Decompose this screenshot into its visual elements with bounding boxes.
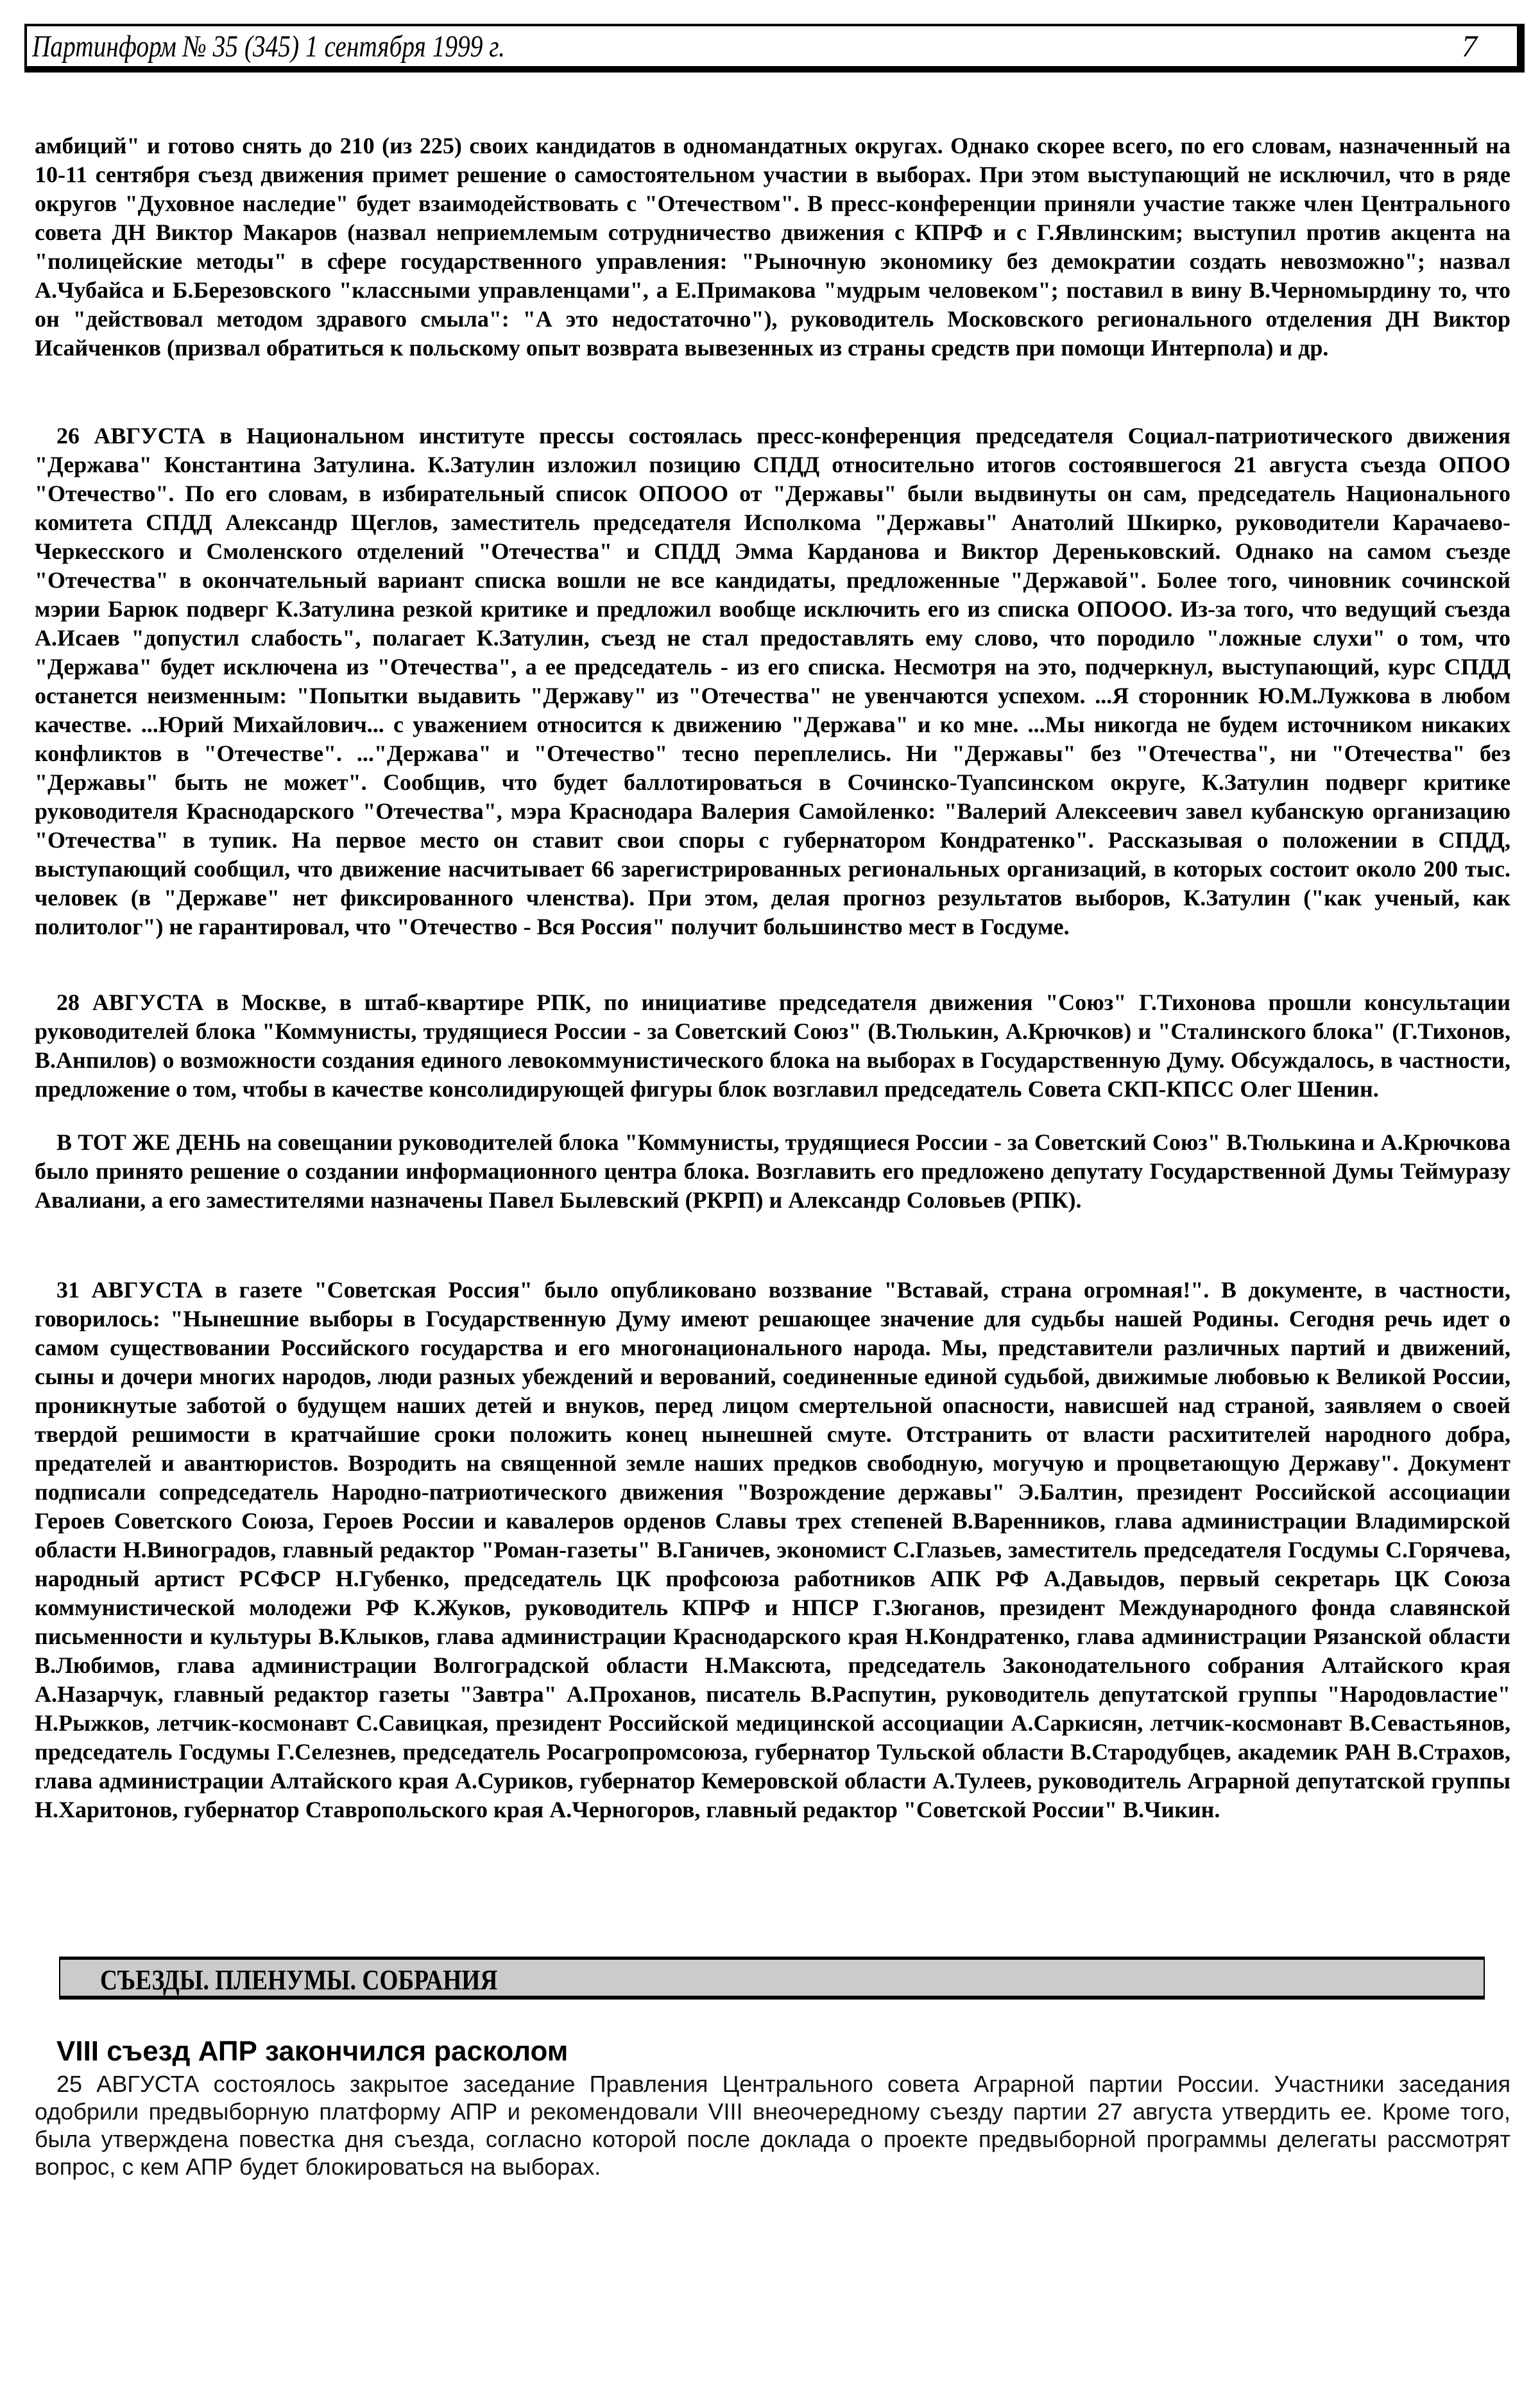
article-headline: VIII съезд АПР закончился расколом <box>56 2035 569 2067</box>
publication-title: Партинформ № 35 (345) 1 сентября 1999 г. <box>32 30 505 64</box>
section-banner <box>59 1957 1485 2000</box>
paragraph-continuation: амбиций" и готово снять до 210 (из 225) своих кандидатов в одномандатных округах. Однако скорее всего, по его словам, назначенный на 10-11 сентября съезд движения примет решение о самостоятельном участии в выборах. При этом выступающий не исключил, что в ряде округов "Духовное наследие" будет взаимодействовать с "Отечеством". В пресс-конференции приняли участие также член Центрального совета ДН Виктор Макаров (назвал неприемлемым сотрудничество движения с КПРФ и с Г.Явлинским; выступил против акцента на "полицейские методы" в сфере государственного управления: "Рыночную экономику без демократии создать невозможно"; назвал А.Чубайса и Б.Березовского "классными управленцами", а Е.Примакова "мудрым человеком"; поставил в вину В.Черномырдину то, что он "действовал методом здравого смыла": "А это недостаточно"), руководитель Московского регионального отделения ДН Виктор Исайченков (призвал обратиться к польскому опыт возврата вывезенных из страны средств при помощи Интерпола) и др. <box>35 133 1510 361</box>
paragraph-aug-26: 26 АВГУСТА в Национальном институте прессы состоялась пресс-конференция председателя Социал-патриотического движения "Держава" Константина Затулина. К.Затулин изложил позицию СПДД относительно итогов состоявшегося 21 августа съезда ОПОО "Отечество". По его словам, в избирательный список ОПООО от "Державы" были выдвинуты он сам, председатель Национального комитета СПДД Александр Щеглов, заместитель председателя Исполкома "Державы" Анатолий Шкирко, руководители Карачаево-Черкесского и Смоленского отделений "Отечества" и СПДД Эмма Карданова и Виктор Дереньковский. Однако на самом съезде "Отечества" в окончательный вариант списка вошли не все кандидаты, предложенные "Державой". Более того, чиновник сочинской мэрии Барюк подверг К.Затулина резкой критике и предложил вообще исключить его из списка ОПООО. Из-за того, что ведущий съезда А.Исаев "допустил слабость", полагает К.Затулин, съезд не стал предоставлять ему слово, что породило "ложные слухи" о том, что "Держава" будет исключена из "Отечества", а ее председатель - из его списка. Несмотря на это, подчеркнул, выступающий, курс СПДД останется неизменным: "Попытки выдавить "Державу" из "Отечества" не увенчаются успехом. ...Я сторонник Ю.М.Лужкова в любом качестве. ...Юрий Михайлович... с уважением относится к движению "Держава" и ко мне. ...Мы никогда не будем источником никаких конфликтов в "Отечестве". ..."Держава" и "Отечество" тесно переплелись. Ни "Державы" без "Отечества", ни "Отечества" без "Державы" быть не может". Сообщив, что будет баллотироваться в Сочинско-Туапсинском округе, К.Затулин подверг критике руководителя Краснодарского "Отечества", мэра Краснодара Валерия Самойленко: "Валерий Алексеевич завел кубанскую организацию "Отечества" в тупик. На первое место он ставит свои споры с губернатором Кондратенко". Рассказывая о положении в СПДД, выступающий сообщил, что движение насчитывает 66 зарегистрированных региональных организаций, в которых состоит около 200 тыс. человек (в "Державе" нет фиксированного членства). При этом, делая прогноз результатов выборов, К.Затулин ("как ученый, как политолог") не гарантировал, что "Отечество - Вся Россия" получит большинство мест в Госдуме. <box>35 423 1510 939</box>
page-number: 7 <box>1462 30 1477 64</box>
paragraph-aug-28: 28 АВГУСТА в Москве, в штаб-квартире РПК, по инициативе председателя движения "Союз" Г.Тихонова прошли консультации руководителей блока "Коммунисты, трудящиеся России - за Советский Союз" (В.Тюлькин, А.Крючков) и "Сталинского блока" (Г.Тихонов, В.Анпилов) о возможности создания единого левокоммунистического блока на выборах в Государственную Думу. Обсуждалось, в частности, предложение о том, чтобы в качестве консолидирующей фигуры блок возглавил председатель Совета СКП-КПСС Олег Шенин. <box>35 990 1510 1102</box>
article-body: 25 АВГУСТА состоялось закрытое заседание Правления Центрального совета Аграрной партии России. Участники заседания одобрили предвыборную платформу АПР и рекомендовали VIII внеочередному съезду партии 27 августа утвердить ее. Кроме того, была утверждена повестка дня съезда, согласно которой после доклада о проекте предвыборной программы делегаты рассмотрят вопрос, с кем АПР будет блокироваться на выборах. <box>35 2071 1510 2180</box>
paragraph-same-day: В ТОТ ЖЕ ДЕНЬ на совещании руководителей блока "Коммунисты, трудящиеся России - за Советский Союз" В.Тюлькина и А.Крючкова было принято решение о создании информационного центра блока. Возглавить его предложено депутату Государственной Думы Теймуразу Авалиани, а его заместителями назначены Павел Былевский (РКРП) и Александр Соловьев (РПК). <box>35 1129 1510 1213</box>
page-header <box>24 24 1525 73</box>
section-title: СЪЕЗДЫ. ПЛЕНУМЫ. СОБРАНИЯ <box>100 1964 498 1996</box>
paragraph-aug-31: 31 АВГУСТА в газете "Советская Россия" было опубликовано воззвание "Вставай, страна огромная!". В документе, в частности, говорилось: "Нынешние выборы в Государственную Думу имеют решающее значение для судьбы нашей Родины. Сегодня речь идет о самом существовании Российского государства и его многонационального народа. Мы, представители различных партий и движений, сыны и дочери многих народов, люди разных убеждений и верований, соединенные единой судьбой, движимые любовью к Великой России, проникнутые заботой о будущем наших детей и внуков, перед лицом смертельной опасности, нависшей над страной, заявляем о своей твердой решимости в кратчайшие сроки положить конец нынешней смуте. Отстранить от власти расхитителей народного добра, предателей и авантюристов. Возродить на священной земле наших предков свободную, могучую и процветающую Державу". Документ подписали сопредседатель Народно-патриотического движения "Возрождение державы" Э.Балтин, президент Российской ассоциации Героев Советского Союза, Героев России и кавалеров орденов Славы трех степеней В.Варенников, глава администрации Владимирской области Н.Виноградов, главный редактор "Роман-газеты" В.Ганичев, экономист С.Глазьев, заместитель председателя Госдумы С.Горячева, народный артист РСФСР Н.Губенко, председатель ЦК профсоюза работников АПК РФ А.Давыдов, первый секретарь ЦК Союза коммунистической молодежи РФ К.Жуков, руководитель КПРФ и НПСР Г.Зюганов, президент Международного фонда славянской письменности и культуры В.Клыков, глава администрации Краснодарского края Н.Кондратенко, глава администрации Рязанской области В.Любимов, глава администрации Волгоградской области Н.Максюта, председатель Законодательного собрания Алтайского края А.Назарчук, главный редактор газеты "Завтра" А.Проханов, писатель В.Распутин, руководитель депутатской группы "Народовластие" Н.Рыжков, летчик-космонавт С.Савицкая, президент Российской медицинской ассоциации А.Саркисян, летчик-космонавт В.Севастьянов, председатель Госдумы Г.Селезнев, председатель Росагропромсоюза, губернатор Тульской области В.Стародубцев, академик РАН В.Страхов, глава администрации Алтайского края А.Суриков, губернатор Кемеровской области А.Тулеев, руководитель Аграрной депутатской группы Н.Харитонов, губернатор Ставропольского края А.Черногоров, главный редактор "Советской России" В.Чикин. <box>35 1277 1510 1822</box>
